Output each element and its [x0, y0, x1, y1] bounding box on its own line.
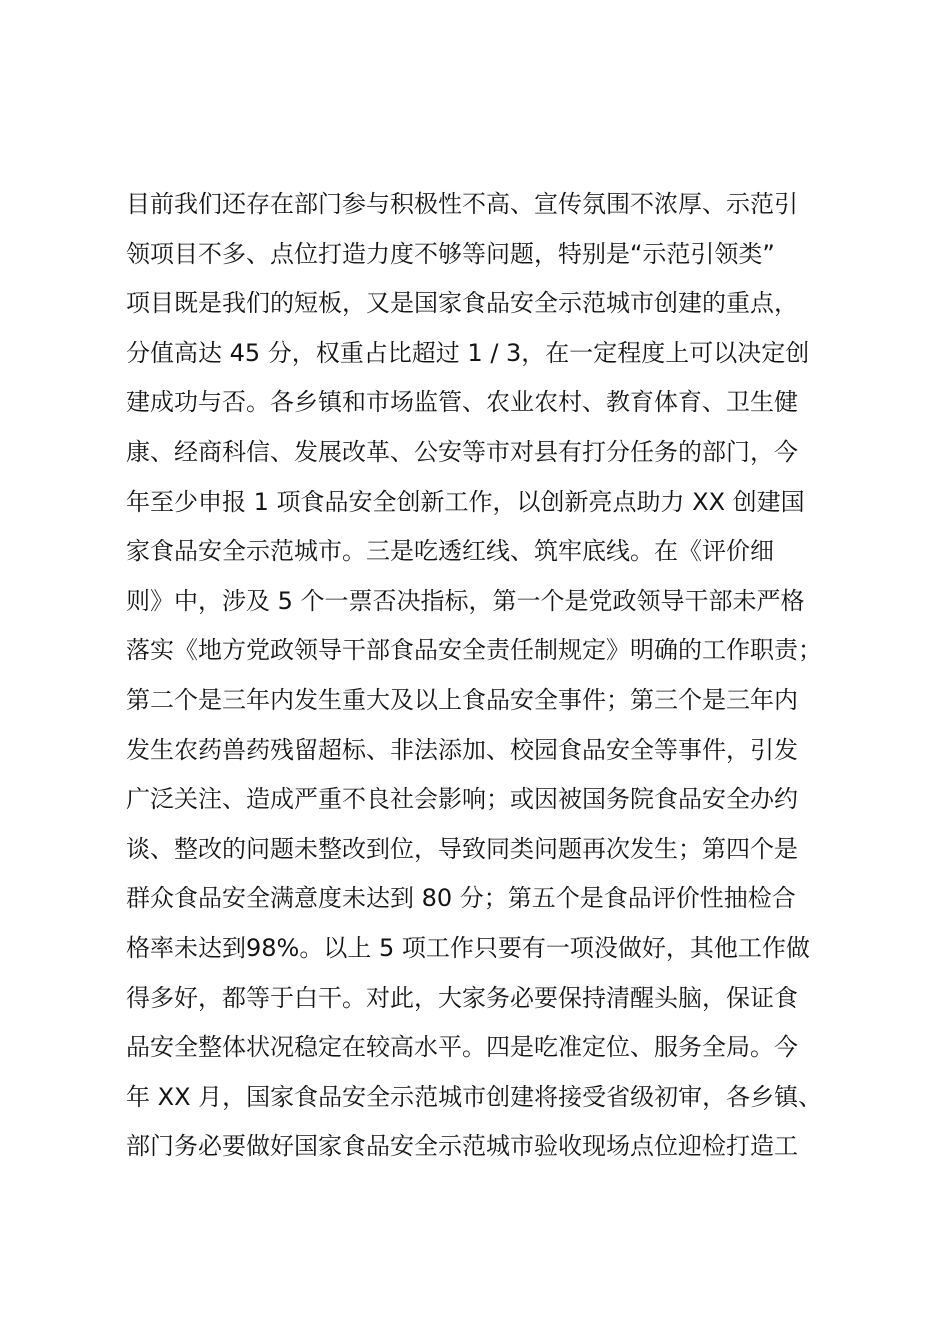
- text-line: 分值高达 45 分，权重占比超过 1 / 3，在一定程度上可以决定创: [126, 338, 810, 367]
- text-line: 广泛关注、造成严重不良社会影响；或因被国务院食品安全办约: [126, 785, 798, 814]
- text-line: 格率未达到98%。以上 5 项工作只要有一项没做好，其他工作做: [126, 933, 810, 962]
- body-paragraph: [126, 180, 846, 1172]
- text-line: 年 XX 月，国家食品安全示范城市创建将接受省级初审，各乡镇、: [126, 1082, 823, 1111]
- text-line: 项目既是我们的短板，又是国家食品安全示范城市创建的重点，: [126, 289, 798, 318]
- text-line: 得多好，都等于白干。对此，大家务必要保持清醒头脑，保证食: [126, 983, 798, 1012]
- text-line: 第二个是三年内发生重大及以上食品安全事件；第三个是三年内: [126, 685, 798, 714]
- text-line: 目前我们还存在部门参与积极性不高、宣传氛围不浓厚、示范引: [126, 190, 798, 218]
- text-line: 康、经商科信、发展改革、公安等市对县有打分任务的部门，今: [126, 437, 798, 466]
- text-line: 家食品安全示范城市。三是吃透红线、筑牢底线。在《评价细: [126, 537, 774, 566]
- text-line: 落实《地方党政领导干部食品安全责任制规定》明确的工作职责；: [126, 636, 822, 665]
- text-line: 则》中，涉及 5 个一票否决指标，第一个是党政领导干部未严格: [126, 586, 805, 615]
- text-line: 群众食品安全满意度未达到 80 分；第五个是食品评价性抽检合: [126, 884, 796, 913]
- text-line: 品安全整体状况稳定在较高水平。四是吃准定位、服务全局。今: [126, 1033, 798, 1062]
- text-line: 谈、整改的问题未整改到位，导致同类问题再次发生；第四个是: [126, 834, 798, 863]
- text-line: 建成功与否。各乡镇和市场监管、农业农村、教育体育、卫生健: [126, 388, 798, 417]
- text-line: 年至少申报 1 项食品安全创新工作，以创新亮点助力 XX 创建国: [126, 487, 805, 516]
- text-line: 领项目不多、点位打造力度不够等问题，特别是“示范引领类”: [126, 239, 775, 268]
- text-line: 发生农药兽药残留超标、非法添加、校园食品安全等事件，引发: [126, 735, 798, 764]
- text-line: 部门务必要做好国家食品安全示范城市验收现场点位迎检打造工: [126, 1132, 798, 1161]
